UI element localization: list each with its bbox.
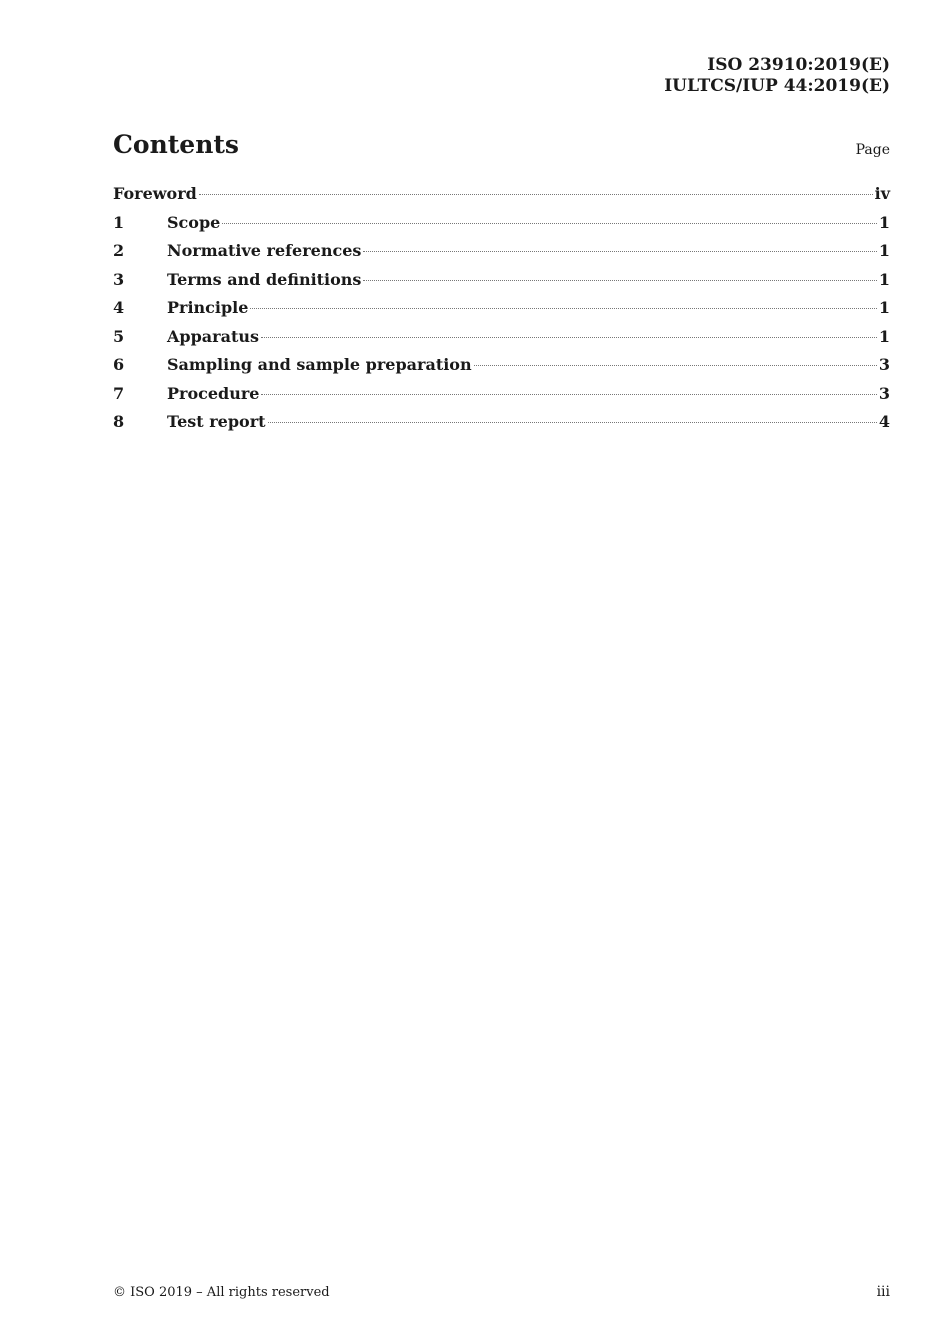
toc-entry-title: Apparatus bbox=[167, 326, 259, 346]
toc-entry-title: Principle bbox=[167, 298, 249, 317]
toc-leader-dots bbox=[222, 223, 877, 224]
toc-leader-dots bbox=[268, 422, 877, 423]
toc-entry-page: 1 bbox=[878, 326, 890, 346]
toc-entry-title: Foreword bbox=[113, 184, 197, 203]
table-of-contents bbox=[113, 184, 890, 441]
toc-entry-terms-and-definitions[interactable] bbox=[113, 270, 890, 299]
toc-entry-scope[interactable] bbox=[113, 213, 890, 242]
toc-entry-number: 4 bbox=[113, 298, 125, 317]
document-header bbox=[664, 55, 890, 97]
copyright-notice: © ISO 2019 – All rights reserved bbox=[113, 1285, 330, 1300]
toc-leader-dots bbox=[250, 308, 876, 309]
toc-entry-title: Scope bbox=[167, 212, 221, 232]
contents-title: Contents bbox=[113, 130, 240, 159]
toc-leader-dots bbox=[474, 365, 877, 366]
toc-entry-title: Terms and definitions bbox=[167, 269, 362, 289]
toc-entry-page: 4 bbox=[878, 412, 890, 431]
page-number: iii bbox=[876, 1284, 890, 1300]
page-column-label: Page bbox=[855, 142, 890, 158]
toc-leader-dots bbox=[261, 394, 876, 395]
toc-entry-page: 3 bbox=[878, 383, 890, 403]
toc-entry-title: Normative references bbox=[167, 241, 362, 260]
toc-entry-page: 3 bbox=[878, 355, 890, 374]
toc-entry-number: 8 bbox=[113, 412, 125, 431]
toc-entry-title: Test report bbox=[167, 412, 266, 431]
toc-leader-dots bbox=[363, 280, 876, 281]
toc-entry-page: iv bbox=[874, 184, 890, 203]
toc-entry-page: 1 bbox=[878, 241, 890, 260]
toc-entry-principle[interactable] bbox=[113, 298, 890, 327]
toc-entry-number: 1 bbox=[113, 212, 125, 232]
toc-leader-dots bbox=[261, 337, 877, 338]
standard-number: ISO 23910:2019(E) bbox=[707, 55, 890, 75]
toc-entry-test-report[interactable] bbox=[113, 412, 890, 441]
toc-entry-normative-references[interactable] bbox=[113, 241, 890, 270]
toc-entry-number: 2 bbox=[113, 241, 125, 260]
toc-entry-page: 1 bbox=[878, 212, 890, 232]
toc-leader-dots bbox=[199, 194, 873, 195]
toc-entry-apparatus[interactable] bbox=[113, 327, 890, 356]
toc-entry-title: Sampling and sample preparation bbox=[167, 355, 472, 374]
toc-entry-number: 5 bbox=[113, 326, 125, 346]
toc-entry-title: Procedure bbox=[167, 383, 260, 403]
toc-entry-page: 1 bbox=[878, 269, 890, 289]
iultcs-number: IULTCS/IUP 44:2019(E) bbox=[664, 76, 890, 96]
toc-entry-procedure[interactable] bbox=[113, 384, 890, 413]
toc-entry-number: 3 bbox=[113, 269, 125, 289]
toc-entry-number: 7 bbox=[113, 383, 125, 403]
toc-leader-dots bbox=[363, 251, 876, 252]
toc-entry-number: 6 bbox=[113, 355, 125, 374]
toc-entry-page: 1 bbox=[878, 298, 890, 317]
toc-entry-sampling[interactable] bbox=[113, 355, 890, 384]
toc-entry-foreword[interactable] bbox=[113, 184, 890, 213]
